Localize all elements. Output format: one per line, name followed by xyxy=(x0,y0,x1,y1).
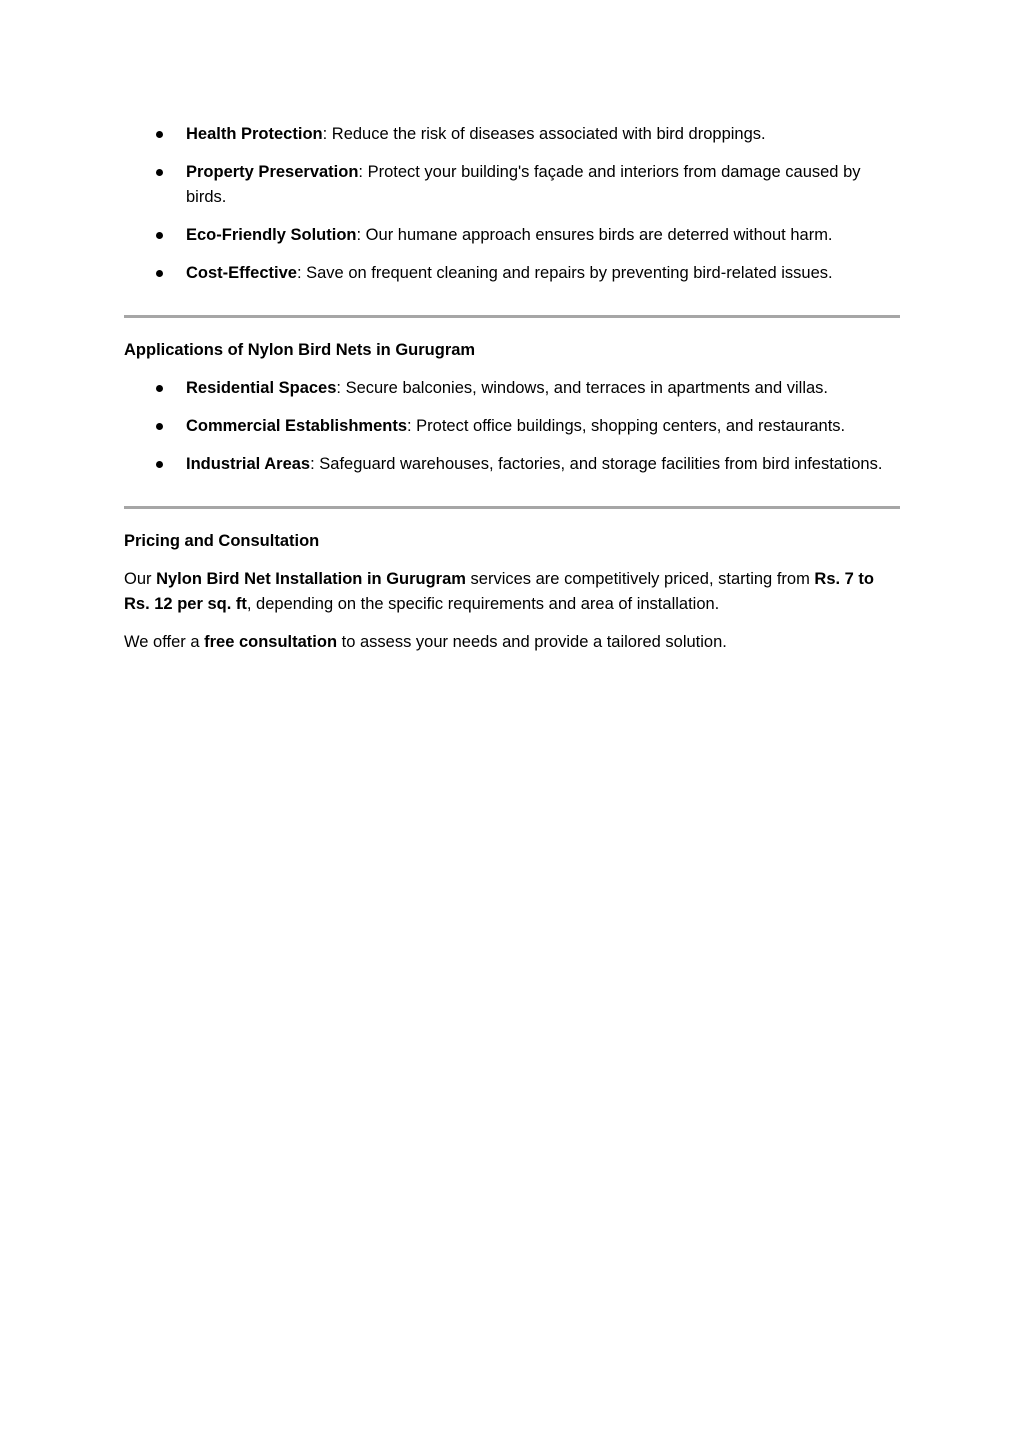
list-item-term: Commercial Establishments xyxy=(186,417,407,435)
consultation-tail: to assess your needs and provide a tailored solution. xyxy=(337,633,727,651)
section-divider xyxy=(124,315,900,318)
list-item xyxy=(124,376,900,401)
bullet-dot-icon xyxy=(156,131,163,138)
list-item-text: : Protect office buildings, shopping centers, and restaurants. xyxy=(407,417,846,435)
consultation-lead: We offer a xyxy=(124,633,205,651)
list-item xyxy=(124,160,900,210)
pricing-mid: services are competitively priced, starting from xyxy=(465,570,815,588)
list-item xyxy=(124,122,900,147)
bullet-dot-icon xyxy=(156,232,163,239)
bullet-dot-icon xyxy=(156,385,163,392)
pricing-heading: Pricing and Consultation xyxy=(124,532,320,550)
pricing-paragraph xyxy=(124,567,900,617)
list-item-term: Eco-Friendly Solution xyxy=(186,226,357,244)
consultation-offer: free consultation xyxy=(204,633,338,651)
list-item xyxy=(124,414,900,439)
consultation-paragraph xyxy=(124,630,900,655)
pricing-tail: , depending on the specific requirements and area of installation. xyxy=(246,595,720,613)
pricing-lead: Our xyxy=(124,570,157,588)
list-item xyxy=(124,261,900,286)
benefits-list xyxy=(124,122,900,286)
list-item-term: Health Protection xyxy=(186,125,323,143)
applications-heading: Applications of Nylon Bird Nets in Gurugram xyxy=(124,341,476,359)
list-item xyxy=(124,223,900,248)
section-divider xyxy=(124,506,900,509)
pricing-price: Rs. 7 to Rs. 12 per sq. ft xyxy=(124,570,875,613)
list-item-text: : Our humane approach ensures birds are deterred without harm. xyxy=(356,226,833,244)
list-item-text: : Protect your building's façade and interiors from damage caused by birds. xyxy=(186,163,861,206)
bullet-dot-icon xyxy=(156,461,163,468)
list-item xyxy=(124,452,900,477)
list-item-term: Property Preservation xyxy=(186,163,359,181)
list-item-text: : Save on frequent cleaning and repairs by preventing bird-related issues. xyxy=(296,264,833,282)
applications-list xyxy=(124,376,900,477)
list-item-text: : Secure balconies, windows, and terraces in apartments and villas. xyxy=(336,379,828,397)
bullet-dot-icon xyxy=(156,169,163,176)
list-item-term: Cost-Effective xyxy=(186,264,297,282)
bullet-dot-icon xyxy=(156,423,163,430)
list-item-term: Residential Spaces xyxy=(186,379,337,397)
bullet-dot-icon xyxy=(156,270,163,277)
list-item-text: : Safeguard warehouses, factories, and storage facilities from bird infestations. xyxy=(310,455,883,473)
list-item-term: Industrial Areas xyxy=(186,455,311,473)
document-page xyxy=(124,122,900,668)
pricing-service: Nylon Bird Net Installation in Gurugram xyxy=(156,570,466,588)
list-item-text: : Reduce the risk of diseases associated with bird droppings. xyxy=(322,125,766,143)
